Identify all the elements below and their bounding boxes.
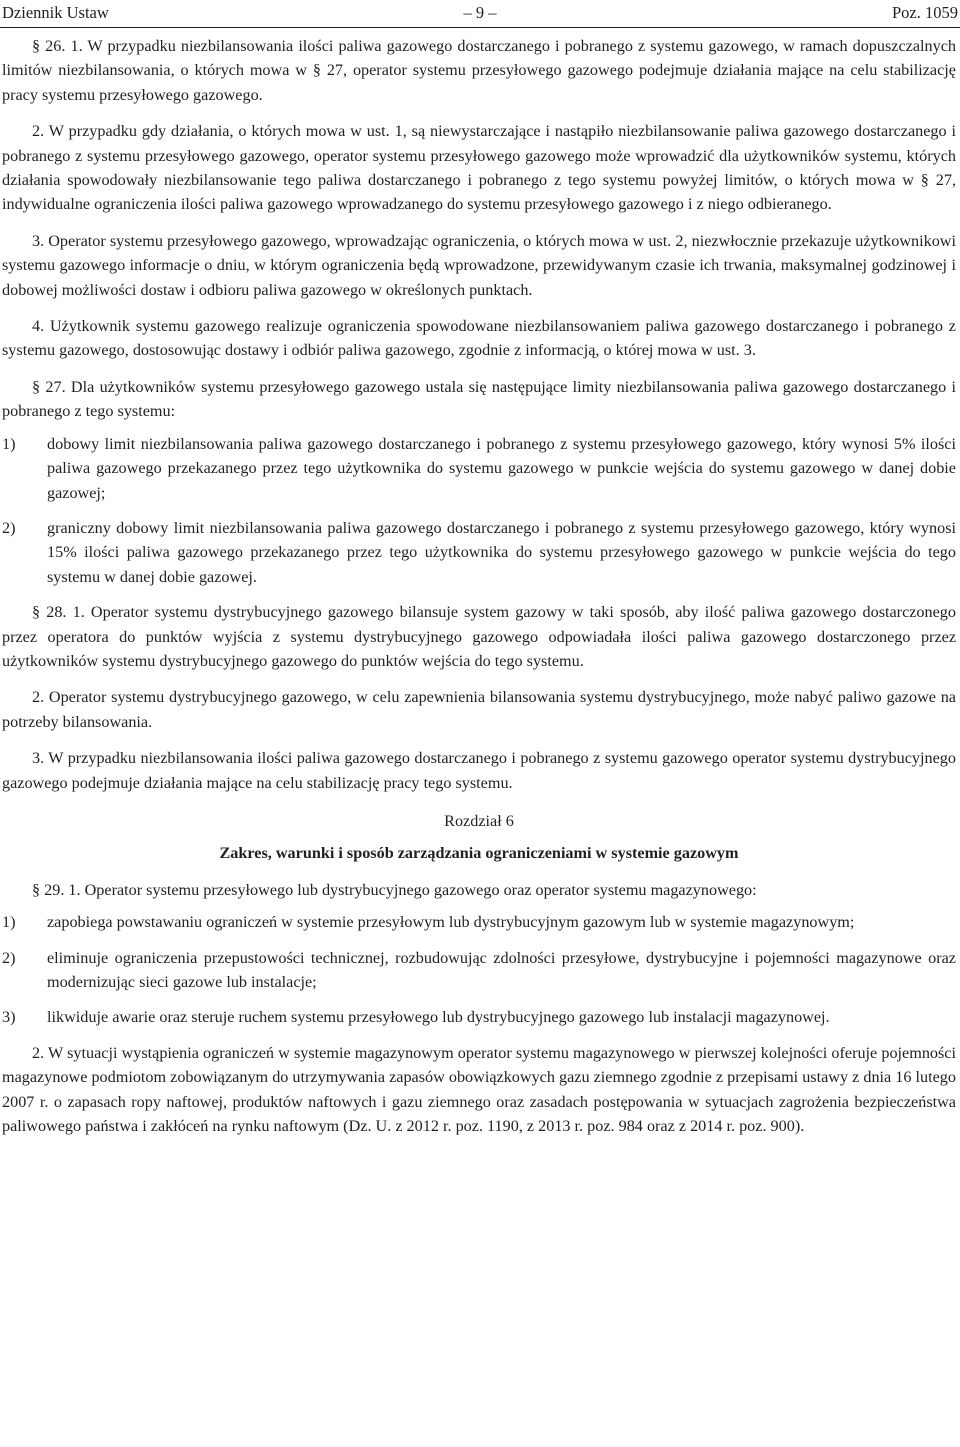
list-item-number: 3) bbox=[2, 1008, 16, 1027]
list-item-text: graniczny dobowy limit niezbilansowania paliwa gazowego dostarczanego i pobranego z systemu przesyłowego gazowego, który wynosi 15% ilości paliwa gazowego przekazanego przez tego użytkownika do systemu przesyłowego gazowego w punkcie wejścia do tego systemu w danej dobie gazowej. bbox=[47, 518, 956, 586]
art29-item-1 bbox=[2, 910, 956, 934]
list-item-text: zapobiega powstawaniu ograniczeń w systemie przesyłowym lub dystrybucyjnym gazowym lub w systemie magazynowym; bbox=[47, 913, 855, 932]
chapter-title: Zakres, warunki i sposób zarządzania ograniczeniami w systemie gazowym bbox=[219, 844, 739, 863]
art28-para1: § 28. 1. Operator systemu dystrybucyjnego gazowego bilansuje system gazowy w taki sposób, aby ilość paliwa gazowego dostarczonego przez operatora do punktów wyjścia z systemu dystrybucyjnego gazowego odpowiadała ilości paliwa gazowego dostarczonego przez użytkowników systemu dystrybucyjnego gazowego do punktów wejścia do tego systemu. bbox=[2, 603, 956, 670]
chapter-label: Rozdział 6 bbox=[444, 811, 514, 830]
art27-item-1 bbox=[2, 432, 956, 505]
art28-para2: 2. Operator systemu dystrybucyjnego gazowego, w celu zapewnienia bilansowania systemu dystrybucyjnego, może nabyć paliwo gazowe na potrzeby bilansowania. bbox=[2, 688, 956, 731]
page-header bbox=[2, 0, 958, 26]
list-item-number: 1) bbox=[2, 913, 16, 932]
art26-para4: 4. Użytkownik systemu gazowego realizuje ograniczenia spowodowane niezbilansowaniem paliwa gazowego dostarczanego i pobranego z systemu gazowego, dostosowując dostawy i odbiór paliwa gazowego, zgodnie z informacją, o której mowa w ust. 3. bbox=[2, 317, 956, 360]
position-number: Poz. 1059 bbox=[892, 3, 958, 22]
list-item-number: 1) bbox=[2, 434, 16, 453]
page-number: – 9 – bbox=[463, 3, 497, 22]
art29-para2: 2. W sytuacji wystąpienia ograniczeń w systemie magazynowym operator systemu magazynowego w pierwszej kolejności oferuje pojemności magazynowe podmiotom zobowiązanym do utrzymywania zapasów obowiązkowych gazu ziemnego zgodnie z przepisami ustawy z dnia 16 lutego 2007 r. o zapasach ropy naftowej, produktów naftowych i gazu ziemnego oraz zasadach postępowania w sytuacjach zagrożenia bezpieczeństwa paliwowego państwa i zakłóceń na rynku naftowym (Dz. U. z 2012 r. poz. 1190, z 2013 r. poz. 984 oraz z 2014 r. poz. 900). bbox=[2, 1043, 956, 1136]
list-item-text: eliminuje ograniczenia przepustowości technicznej, rozbudowując zdolności przesyłowe, dystrybucyjne i pojemności magazynowe oraz modernizując sieci gazowe lub instalacje; bbox=[47, 948, 956, 991]
art26-para3: 3. Operator systemu przesyłowego gazowego, wprowadzając ograniczenia, o których mowa w ust. 2, niezwłocznie przekazuje użytkownikowi systemu gazowego informacje o dniu, w którym ograniczenia będą wprowadzone, przewidywanym czasie ich trwania, maksymalnej godzinowej i dobowej możliwości dostaw i odbioru paliwa gazowego w określonych punktach. bbox=[2, 231, 956, 299]
art26-para2: 2. W przypadku gdy działania, o których mowa w ust. 1, są niewystarczające i nastąpiło niezbilansowanie paliwa gazowego dostarczanego i pobranego z systemu przesyłowego gazowego, operator systemu przesyłowego gazowego może wprowadzić dla użytkowników systemu, których działania spowodowały niezbilansowanie tego paliwa dostarczanego i pobranego z tego systemu powyżej limitów, o których mowa w § 27, indywidualne ograniczenia ilości paliwa gazowego wprowadzanego do systemu przesyłowego gazowego i z niego odbieranego. bbox=[2, 122, 956, 214]
header-rule bbox=[0, 27, 960, 28]
art27-intro: § 27. Dla użytkowników systemu przesyłowego gazowego ustala się następujące limity niezbilansowania paliwa gazowego dostarczanego i pobranego z tego systemu: bbox=[2, 377, 956, 421]
art29-item-2 bbox=[2, 946, 956, 995]
list-item-number: 2) bbox=[2, 518, 16, 537]
list-item-text: dobowy limit niezbilansowania paliwa gazowego dostarczanego i pobranego z systemu przesyłowego gazowego, który wynosi 5% ilości paliwa gazowego przekazanego przez tego użytkownika do systemu gazowego w punkcie wejścia do systemu gazowego w danej dobie gazowej; bbox=[47, 434, 956, 502]
art27-item-2 bbox=[2, 516, 956, 589]
list-item-number: 2) bbox=[2, 948, 16, 967]
list-item-text: likwiduje awarie oraz steruje ruchem systemu przesyłowego lub dystrybucyjnego gazowego lub instalacji magazynowej. bbox=[47, 1008, 830, 1027]
art28-para3: 3. W przypadku niezbilansowania ilości paliwa gazowego dostarczanego i pobranego z systemu gazowego operator systemu dystrybucyjnego gazowego podejmuje działania mające na celu stabilizację pracy tego systemu. bbox=[2, 749, 956, 792]
art29-intro: § 29. 1. Operator systemu przesyłowego lub dystrybucyjnego gazowego oraz operator systemu magazynowego: bbox=[32, 880, 757, 899]
art26-para1: § 26. 1. W przypadku niezbilansowania ilości paliwa gazowego dostarczanego i pobranego z systemu gazowego, w ramach dopuszczalnych limitów niezbilansowania, o których mowa w § 27, operator systemu przesyłowego gazowego podejmuje działania mające na celu stabilizację pracy systemu przesyłowego gazowego. bbox=[2, 37, 956, 104]
art29-item-3 bbox=[2, 1005, 956, 1029]
document-body bbox=[2, 34, 956, 1150]
journal-title: Dziennik Ustaw bbox=[2, 3, 109, 22]
